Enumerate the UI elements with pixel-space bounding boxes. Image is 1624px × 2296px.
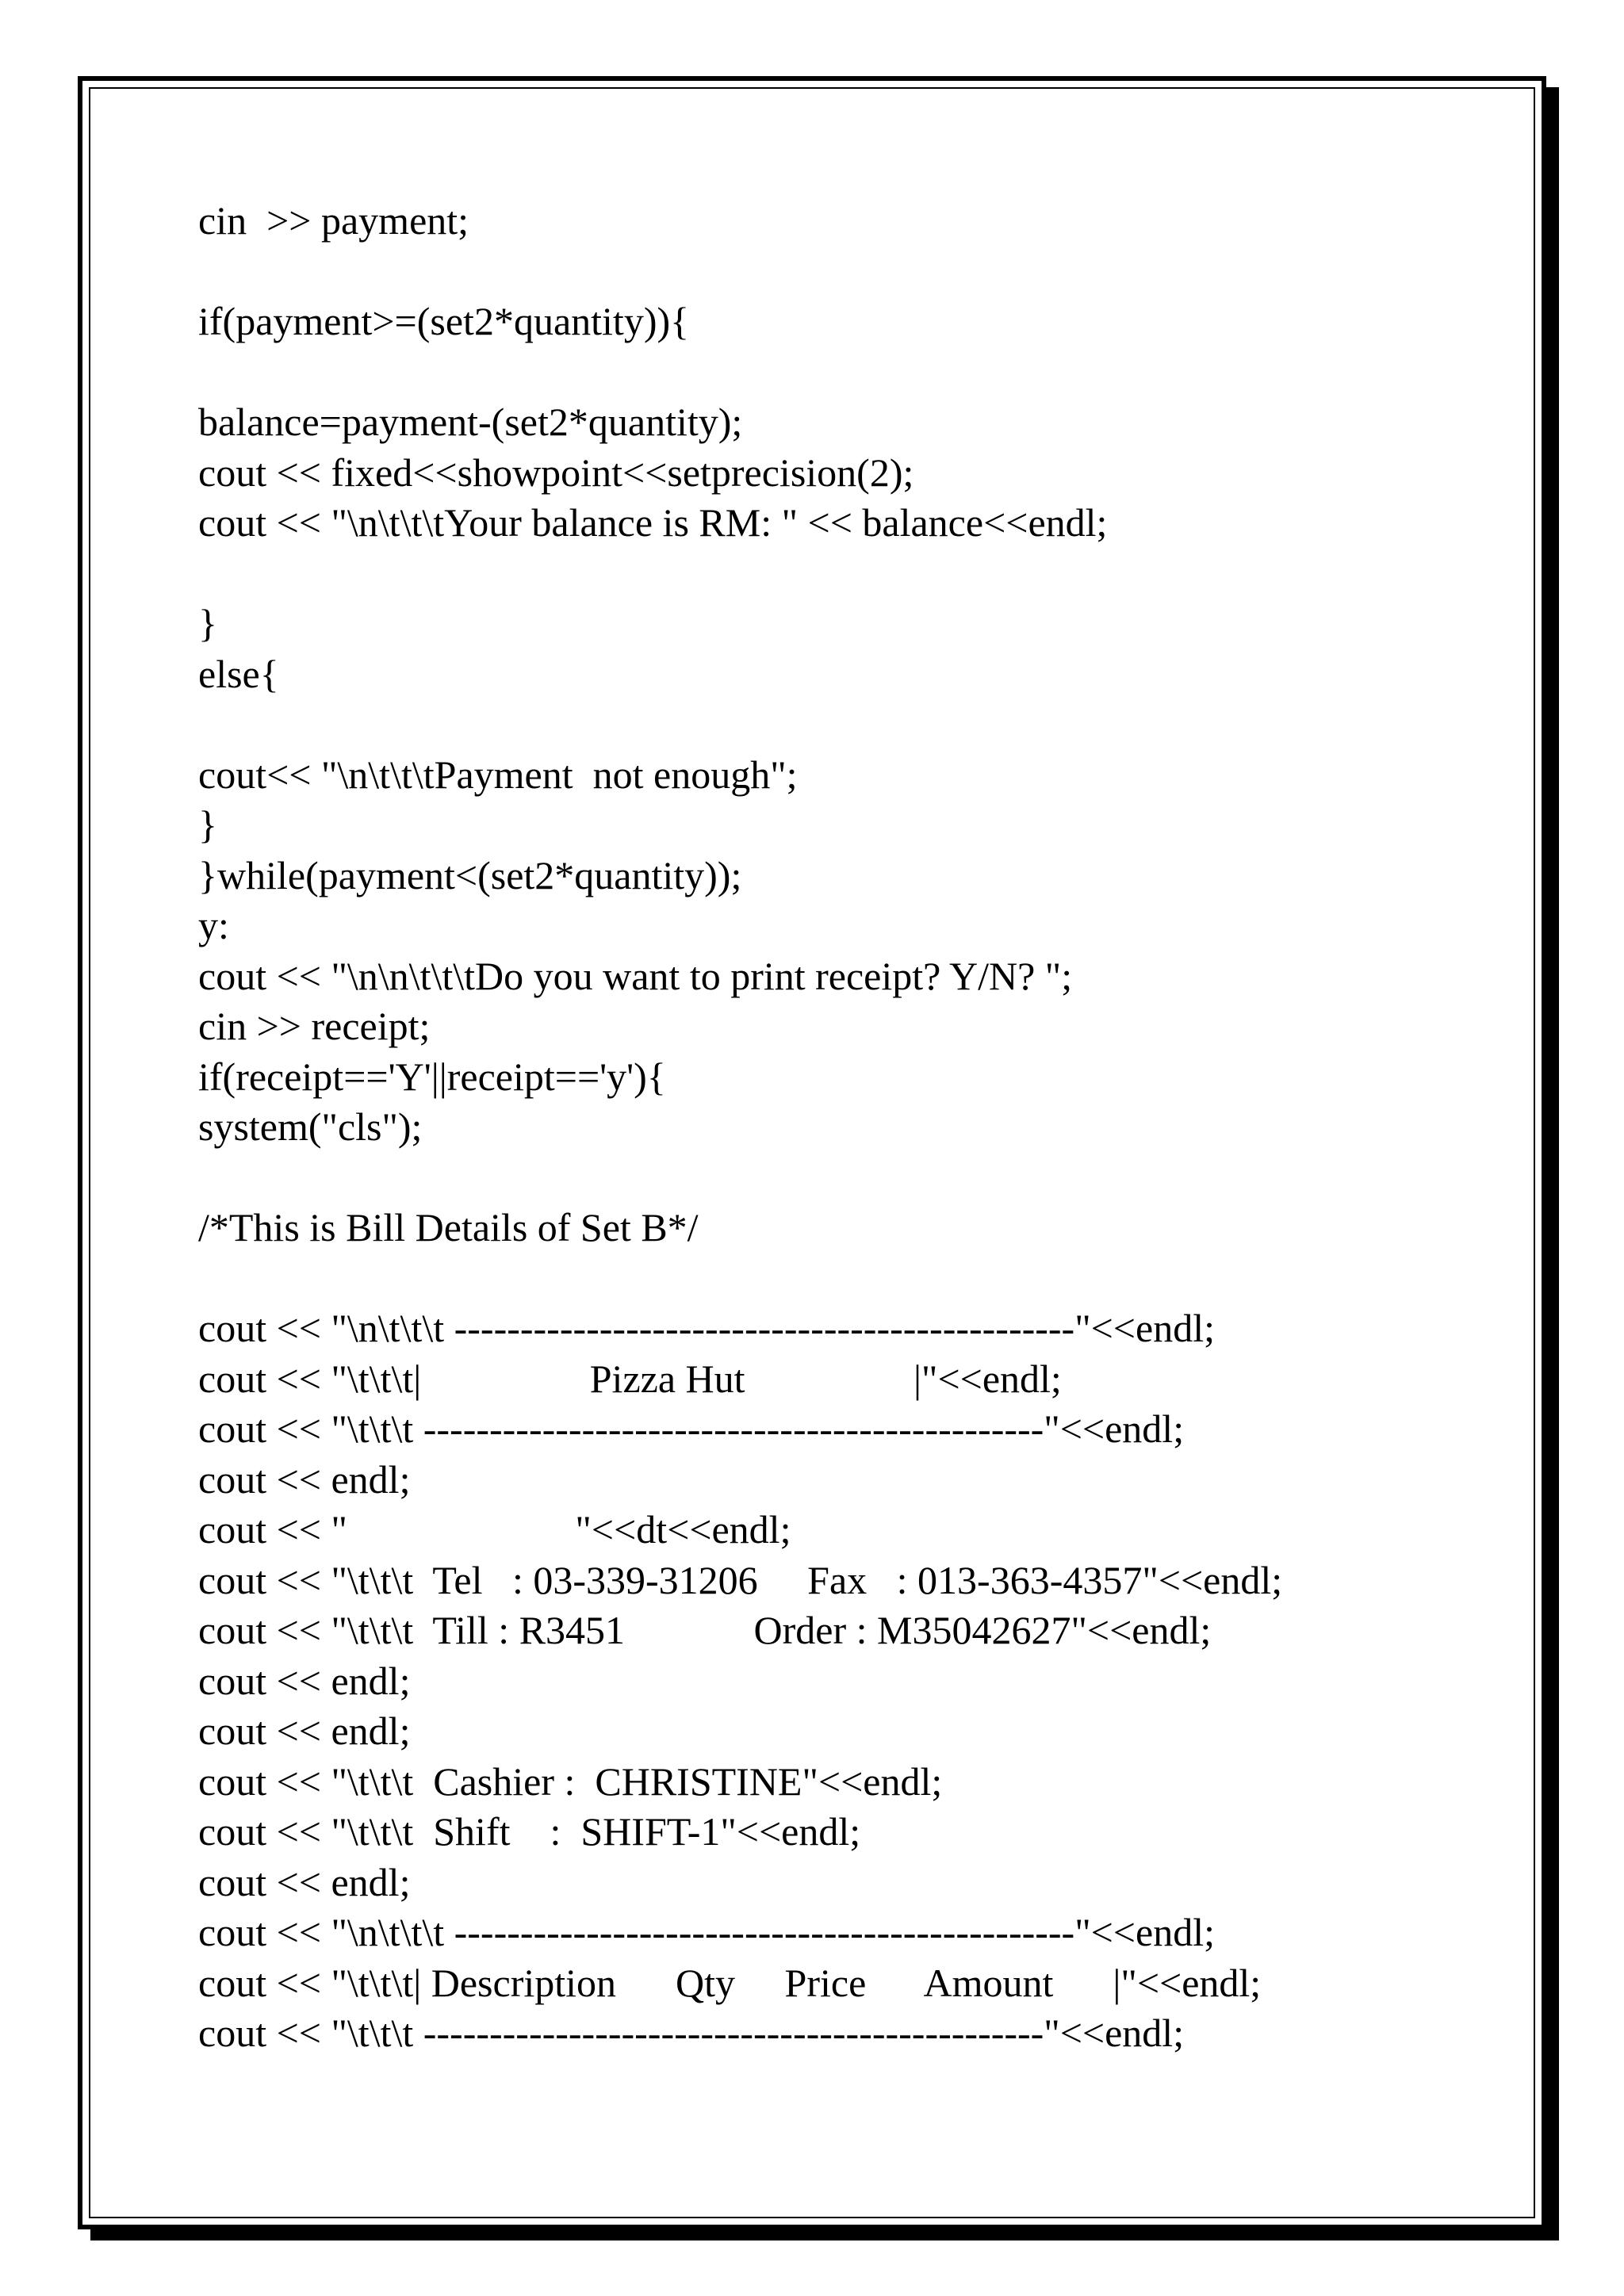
- code-line: cout << endl;: [198, 1709, 411, 1753]
- code-line: cout << endl;: [198, 1658, 411, 1703]
- code-line: cout << "\t\t\t Shift : SHIFT-1"<<endl;: [198, 1809, 861, 1854]
- code-line: cout << "\t\t\t Tel : 03-339-31206 Fax : 013-363-4357"<<endl;: [198, 1557, 1283, 1602]
- code-line: cout << "\t\t\t| Pizza Hut |"<<endl;: [198, 1356, 1062, 1401]
- code-line: cout << "\t\t\t Cashier : CHRISTINE"<<endl;: [198, 1758, 943, 1804]
- code-line: [198, 549, 1499, 599]
- code-line: balance=payment-(set2*quantity);: [198, 400, 743, 444]
- code-line: [198, 347, 1499, 398]
- code-line: cout << "\t\t\t -----------------------------------------------"<<endl;: [198, 1406, 1185, 1451]
- code-line: [198, 1153, 1499, 1203]
- code-line: cout << endl;: [198, 1456, 411, 1502]
- code-line: cin >> receipt;: [198, 1004, 431, 1048]
- code-line: cout << " "<<dt<<endl;: [198, 1507, 791, 1552]
- code-line: [198, 699, 1499, 750]
- code-line: else{: [198, 651, 279, 696]
- code-listing: [198, 196, 1499, 2059]
- code-line: }: [198, 601, 217, 645]
- code-line: cout << "\n\t\t\t -----------------------------------------------"<<endl;: [198, 1306, 1215, 1350]
- code-line: if(receipt=='Y'||receipt=='y'){: [198, 1054, 666, 1099]
- code-line: cout<< "\n\t\t\tPayment not enough";: [198, 752, 798, 797]
- code-line: }: [198, 802, 217, 847]
- code-line: /*This is Bill Details of Set B*/: [198, 1205, 699, 1249]
- code-line: [198, 1253, 1499, 1304]
- code-line: system("cls");: [198, 1104, 423, 1149]
- code-line: cout << "\n\t\t\t -----------------------------------------------"<<endl;: [198, 1910, 1215, 1954]
- code-line: cout << "\t\t\t Till : R3451 Order : M35042627"<<endl;: [198, 1608, 1212, 1652]
- code-line: cin >> payment;: [198, 198, 469, 243]
- code-line: cout << fixed<<showpoint<<setprecision(2);: [198, 450, 914, 495]
- code-line: [198, 247, 1499, 297]
- code-line: cout << "\t\t\t -----------------------------------------------"<<endl;: [198, 2011, 1185, 2055]
- code-line: cout << "\n\n\t\t\tDo you want to print receipt? Y/N? ";: [198, 953, 1073, 998]
- code-line: cout << "\n\t\t\tYour balance is RM: " << balance<<endl;: [198, 500, 1108, 545]
- code-line: }while(payment<(set2*quantity));: [198, 852, 742, 897]
- code-line: y:: [198, 903, 229, 947]
- code-line: cout << "\t\t\t| Description Qty Price Amount |"<<endl;: [198, 1960, 1262, 2005]
- code-line: if(payment>=(set2*quantity)){: [198, 299, 690, 343]
- code-line: cout << endl;: [198, 1859, 411, 1904]
